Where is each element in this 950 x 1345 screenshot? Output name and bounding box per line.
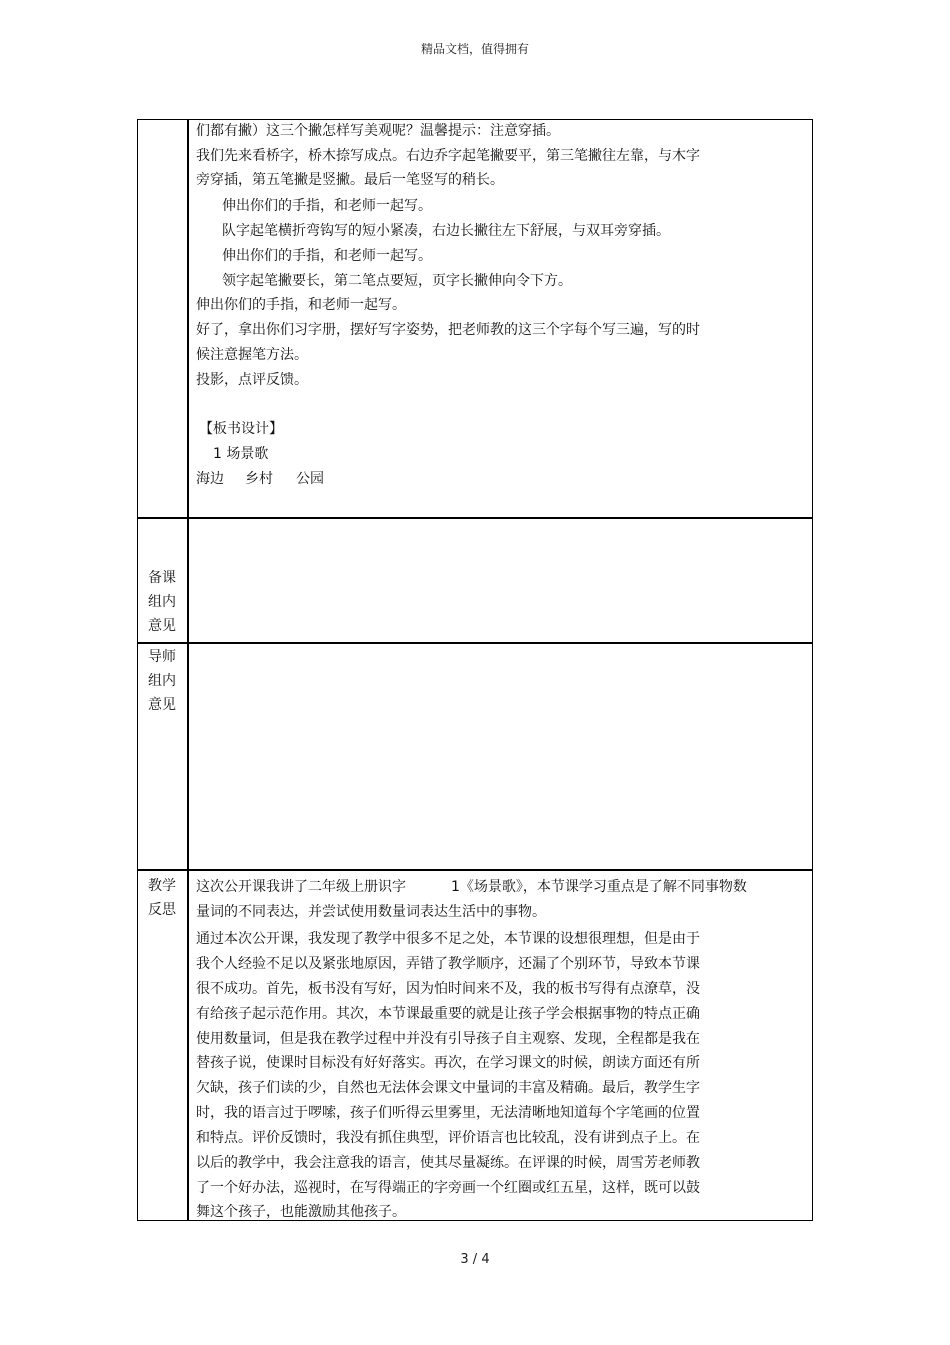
reflection-line: 量词的不同表达，并尝试使用数量词表达生活中的事物。: [196, 904, 546, 920]
lesson-line: 候注意握笔方法。: [196, 347, 308, 363]
reflection-label: [140, 874, 184, 922]
lesson-line: 旁穿插，第五笔撇是竖撇。最后一笔竖写的稍长。: [196, 172, 504, 188]
lesson-line: 队字起笔横折弯钩写的短小紧凑，右边长撇往左下舒展，与双耳旁穿插。: [222, 223, 670, 239]
reflection-line: 舞这个孩子，也能激励其他孩子。: [196, 1204, 406, 1220]
board-design-heading: 1 场景歌: [213, 446, 269, 462]
board-word: 海边: [196, 471, 224, 487]
lesson-line: 伸出你们的手指，和老师一起写。: [222, 198, 432, 214]
reflection-line: 有给孩子起示范作用。其次，本节课最重要的就是让孩子学会根据事物的特点正确: [196, 1006, 700, 1022]
row-divider-1: [137, 517, 813, 519]
mentor-opinion-label: [140, 645, 184, 717]
lesson-line: 领字起笔撇要长，第二笔点要短，页字长撇伸向令下方。: [222, 273, 572, 289]
reflection-line: 很不成功。首先，板书没有写好，因为怕时间来不及，我的板书写得有点潦草，没: [196, 981, 700, 997]
row-divider-3: [137, 869, 813, 871]
lesson-line: 投影，点评反馈。: [196, 372, 308, 388]
lesson-line: 我们先来看桥字，桥木捺写成点。右边乔字起笔撇要平，第三笔撇往左靠，与木字: [196, 148, 700, 164]
reflection-line: 欠缺，孩子们读的少，自然也无法体会课文中量词的丰富及精确。最后，教学生字: [196, 1080, 700, 1096]
reflection-line: 1《场景歌》，本节课学习重点是了解不同事物数: [451, 879, 747, 895]
reflection-line: 替孩子说，使课时目标没有好好落实。再次，在学习课文的时候，朗读方面还有所: [196, 1055, 700, 1071]
table-column-divider: [187, 119, 189, 1221]
row-divider-2: [137, 642, 813, 644]
label-line: 意见: [148, 618, 176, 634]
reflection-line: 使用数量词，但是我在教学过程中并没有引导孩子自主观察、发现，全程都是我在: [196, 1031, 700, 1047]
page-header: 精品文档，值得拥有: [420, 42, 529, 56]
label-line: 组内: [148, 594, 176, 610]
reflection-line: 通过本次公开课，我发现了教学中很多不足之处，本节课的设想很理想，但是由于: [196, 931, 700, 947]
lesson-line: 们都有撇）这三个撇怎样写美观呢？温馨提示：注意穿插。: [196, 123, 560, 139]
board-word: 公园: [296, 471, 324, 487]
lesson-line: 好了，拿出你们习字册，摆好写字姿势，把老师教的这三个字每个写三遍，写的时: [196, 322, 700, 338]
reflection-line: 这次公开课我讲了二年级上册识字: [196, 879, 406, 895]
reflection-line: 了一个好办法，巡视时，在写得端正的字旁画一个红圈或红五星，这样，既可以鼓: [196, 1180, 700, 1196]
reflection-line: 和特点。评价反馈时，我没有抓住典型，评价语言也比较乱，没有讲到点子上。在: [196, 1130, 700, 1146]
label-line: 组内: [148, 673, 176, 689]
board-word: 乡村: [245, 471, 273, 487]
board-design-title: 【板书设计】: [199, 421, 283, 437]
label-line: 反思: [148, 902, 176, 918]
label-line: 意见: [148, 697, 176, 713]
page-number: 3 / 4: [460, 1252, 490, 1267]
beike-opinion-label: [140, 566, 184, 638]
reflection-line: 时，我的语言过于啰嗦，孩子们听得云里雾里，无法清晰地知道每个字笔画的位置: [196, 1105, 700, 1121]
label-line: 备课: [148, 570, 176, 586]
lesson-line: 伸出你们的手指，和老师一起写。: [196, 297, 406, 313]
reflection-line: 以后的教学中，我会注意我的语言，使其尽量凝练。在评课的时候，周雪芳老师教: [196, 1155, 700, 1171]
lesson-line: 伸出你们的手指，和老师一起写。: [222, 248, 432, 264]
label-line: 教学: [148, 878, 176, 894]
reflection-line: 我个人经验不足以及紧张地原因，弄错了教学顺序，还漏了个别环节，导致本节课: [196, 956, 700, 972]
label-line: 导师: [148, 649, 176, 665]
